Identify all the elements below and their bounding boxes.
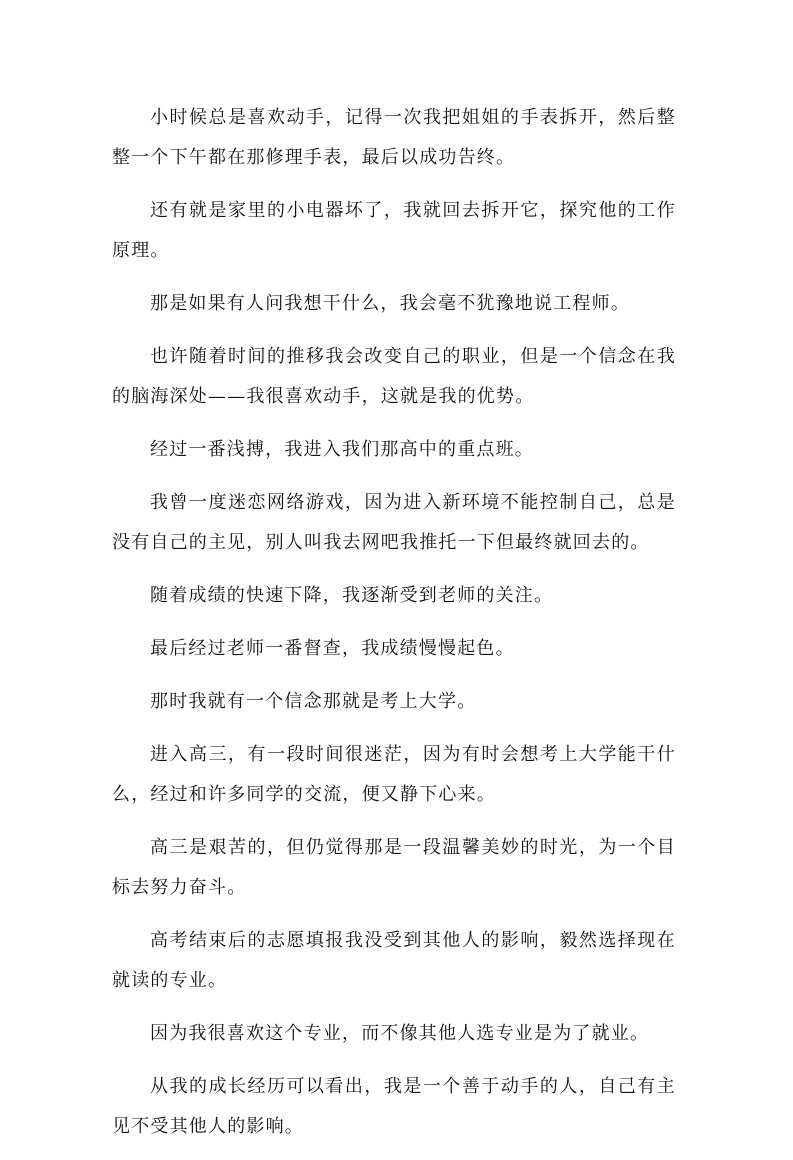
paragraph-8: 最后经过老师一番督查，我成绩慢慢起色。 — [150, 638, 515, 659]
paragraph-1: 小时候总是喜欢动手，记得一次我把姐姐的手表拆开，然后整整一个下午都在那修理手表，最后以成功告终。 — [112, 107, 676, 168]
paragraph-5: 经过一番浅搏，我进入我们那高中的重点班。 — [150, 439, 534, 460]
paragraph-2: 还有就是家里的小电器坏了，我就回去拆开它，探究他的工作原理。 — [112, 200, 676, 261]
document-body — [112, 98, 676, 1160]
paragraph-12: 高考结束后的志愿填报我没受到其他人的影响，毅然选择现在就读的专业。 — [112, 930, 676, 991]
paragraph-6: 我曾一度迷恋网络游戏，因为进入新环境不能控制自己，总是没有自己的主见，别人叫我去网吧我推托一下但最终就回去的。 — [112, 492, 676, 553]
paragraph-9: 那时我就有一个信念那就是考上大学。 — [150, 691, 477, 712]
paragraph-4: 也许随着时间的推移我会改变自己的职业，但是一个信念在我的脑海深处——我很喜欢动手，这就是我的优势。 — [112, 346, 676, 407]
paragraph-3: 那是如果有人问我想干什么，我会毫不犹豫地说工程师。 — [150, 293, 630, 314]
paragraph-14: 从我的成长经历可以看出，我是一个善于动手的人，自己有主见不受其他人的影响。 — [112, 1076, 676, 1137]
paragraph-11: 高三是艰苦的，但仍觉得那是一段温馨美妙的时光，为一个目标去努力奋斗。 — [112, 837, 676, 898]
paragraph-13: 因为我很喜欢这个专业，而不像其他人选专业是为了就业。 — [150, 1023, 650, 1044]
paragraph-10: 进入高三，有一段时间很迷茫，因为有时会想考上大学能干什么，经过和许多同学的交流，便又静下心来。 — [112, 744, 676, 805]
paragraph-7: 随着成绩的快速下降，我逐渐受到老师的关注。 — [150, 585, 554, 606]
